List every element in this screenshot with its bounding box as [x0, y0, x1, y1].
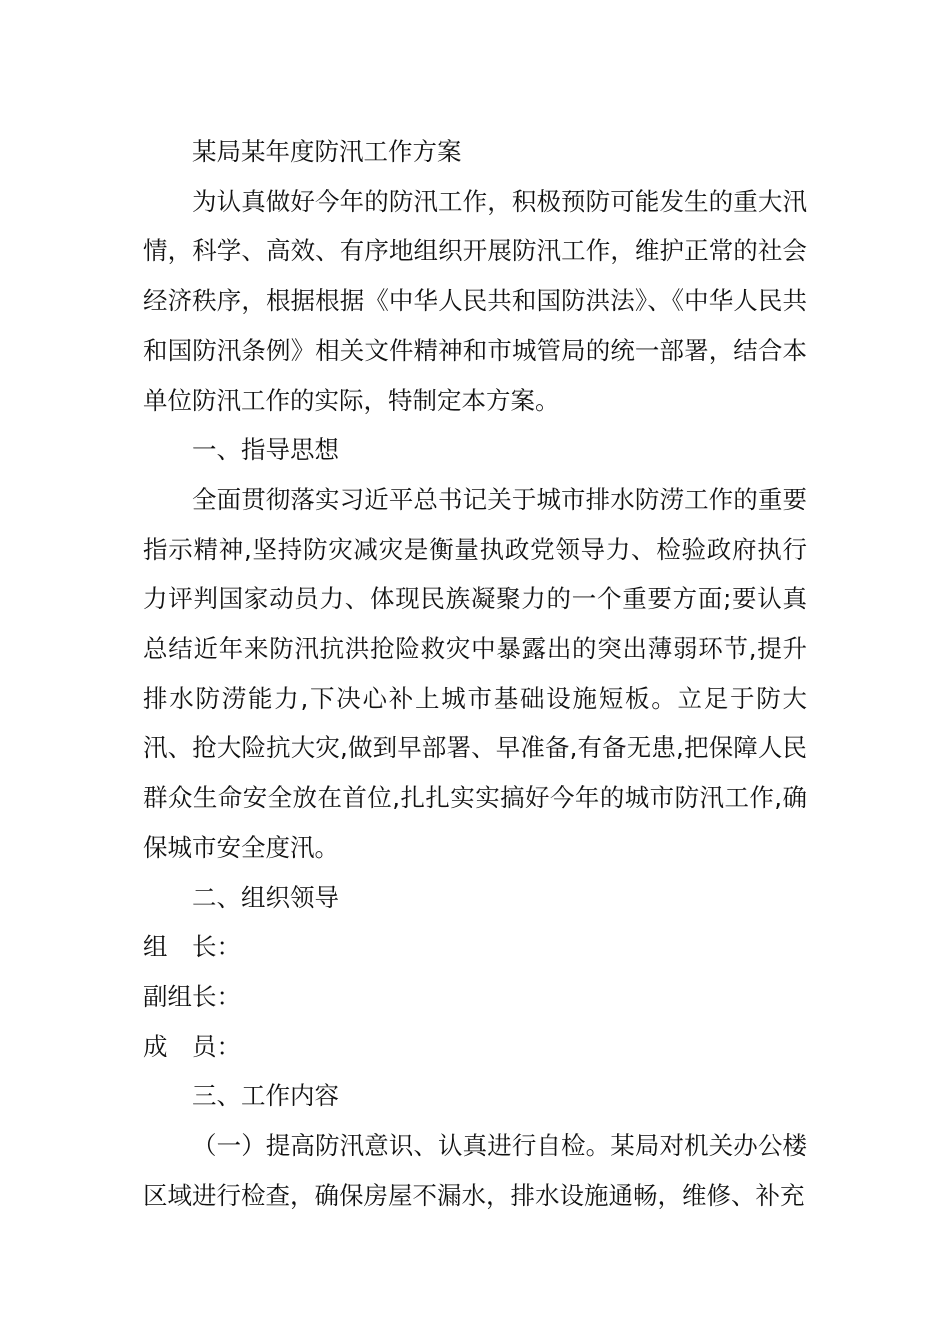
work-item-1-paragraph: （一）提高防汛意识、认真进行自检。某局对机关办公楼区域进行检查，确保房屋不漏水，排水设施通畅，维修、补充	[143, 1131, 807, 1210]
intro-paragraph: 为认真做好今年的防汛工作，积极预防可能发生的重大汛情，科学、高效、有序地组织开展防汛工作，维护正常的社会经济秩序，根据根据《中华人民共和国防洪法》、《中华人民共和国防汛条例》相关文件精神和市城管局的统一部署，结合本单位防汛工作的实际，特制定本方案。	[143, 186, 807, 415]
section-heading-guiding-ideology: 一、指导思想	[192, 435, 339, 465]
document-body	[143, 127, 807, 1220]
guiding-ideology-paragraph: 全面贯彻落实习近平总书记关于城市排水防涝工作的重要指示精神,坚持防灾减灾是衡量执政党领导力、检验政府执行力评判国家动员力、体现民族凝聚力的一个重要方面;要认真总结近年来防汛抗洪抢险救灾中暴露出的突出薄弱环节,提升排水防涝能力,下决心补上城市基础设施短板。立足于防大汛、抢大险抗大灾,做到早部署、早准备,有备无患,把保障人民群众生命安全放在首位,扎扎实实搞好今年的城市防汛工作,确保城市安全度汛。	[143, 484, 807, 862]
leader-field: 组 长：	[143, 932, 241, 962]
section-heading-work-content: 三、工作内容	[192, 1081, 339, 1111]
deputy-leader-field: 副组长：	[143, 981, 241, 1011]
section-heading-organization: 二、组织领导	[192, 882, 339, 912]
members-field: 成 员：	[143, 1031, 241, 1061]
document-title: 某局某年度防汛工作方案	[192, 137, 462, 166]
